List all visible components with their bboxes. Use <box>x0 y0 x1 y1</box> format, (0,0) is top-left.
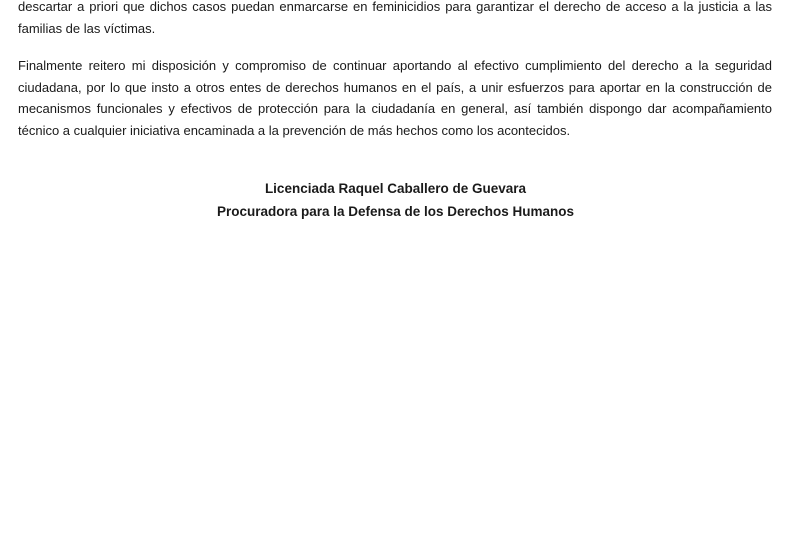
paragraph-line: técnico a cualquier iniciativa encaminada a la prevención de más hechos como los acontecidos. <box>18 122 571 138</box>
signature-name: Licenciada Raquel Caballero de Guevara <box>264 181 527 196</box>
paragraph-line: descartar a priori que dichos casos puedan enmarcarse en feminicidios para garantizar el derecho de acceso a la justicia a las <box>18 0 772 14</box>
paragraph-line: ciudadana, por lo que insto a otros entes de derechos humanos en el país, a unir esfuerzos para aportar en la construcción de <box>18 79 772 95</box>
paragraph-line: Finalmente reitero mi disposición y compromiso de continuar aportando al efectivo cumplimiento del derecho a la seguridad <box>18 58 772 73</box>
paragraph-top <box>18 0 772 39</box>
signature-role: Procuradora para la Defensa de los Derechos Humanos <box>216 204 575 219</box>
paragraph-line: familias de las víctimas. <box>18 20 156 36</box>
paragraph-final <box>18 55 772 141</box>
paragraph-line: mecanismos funcionales y efectivos de protección para la ciudadanía en general, así también dispongo dar acompañamiento <box>18 101 772 116</box>
